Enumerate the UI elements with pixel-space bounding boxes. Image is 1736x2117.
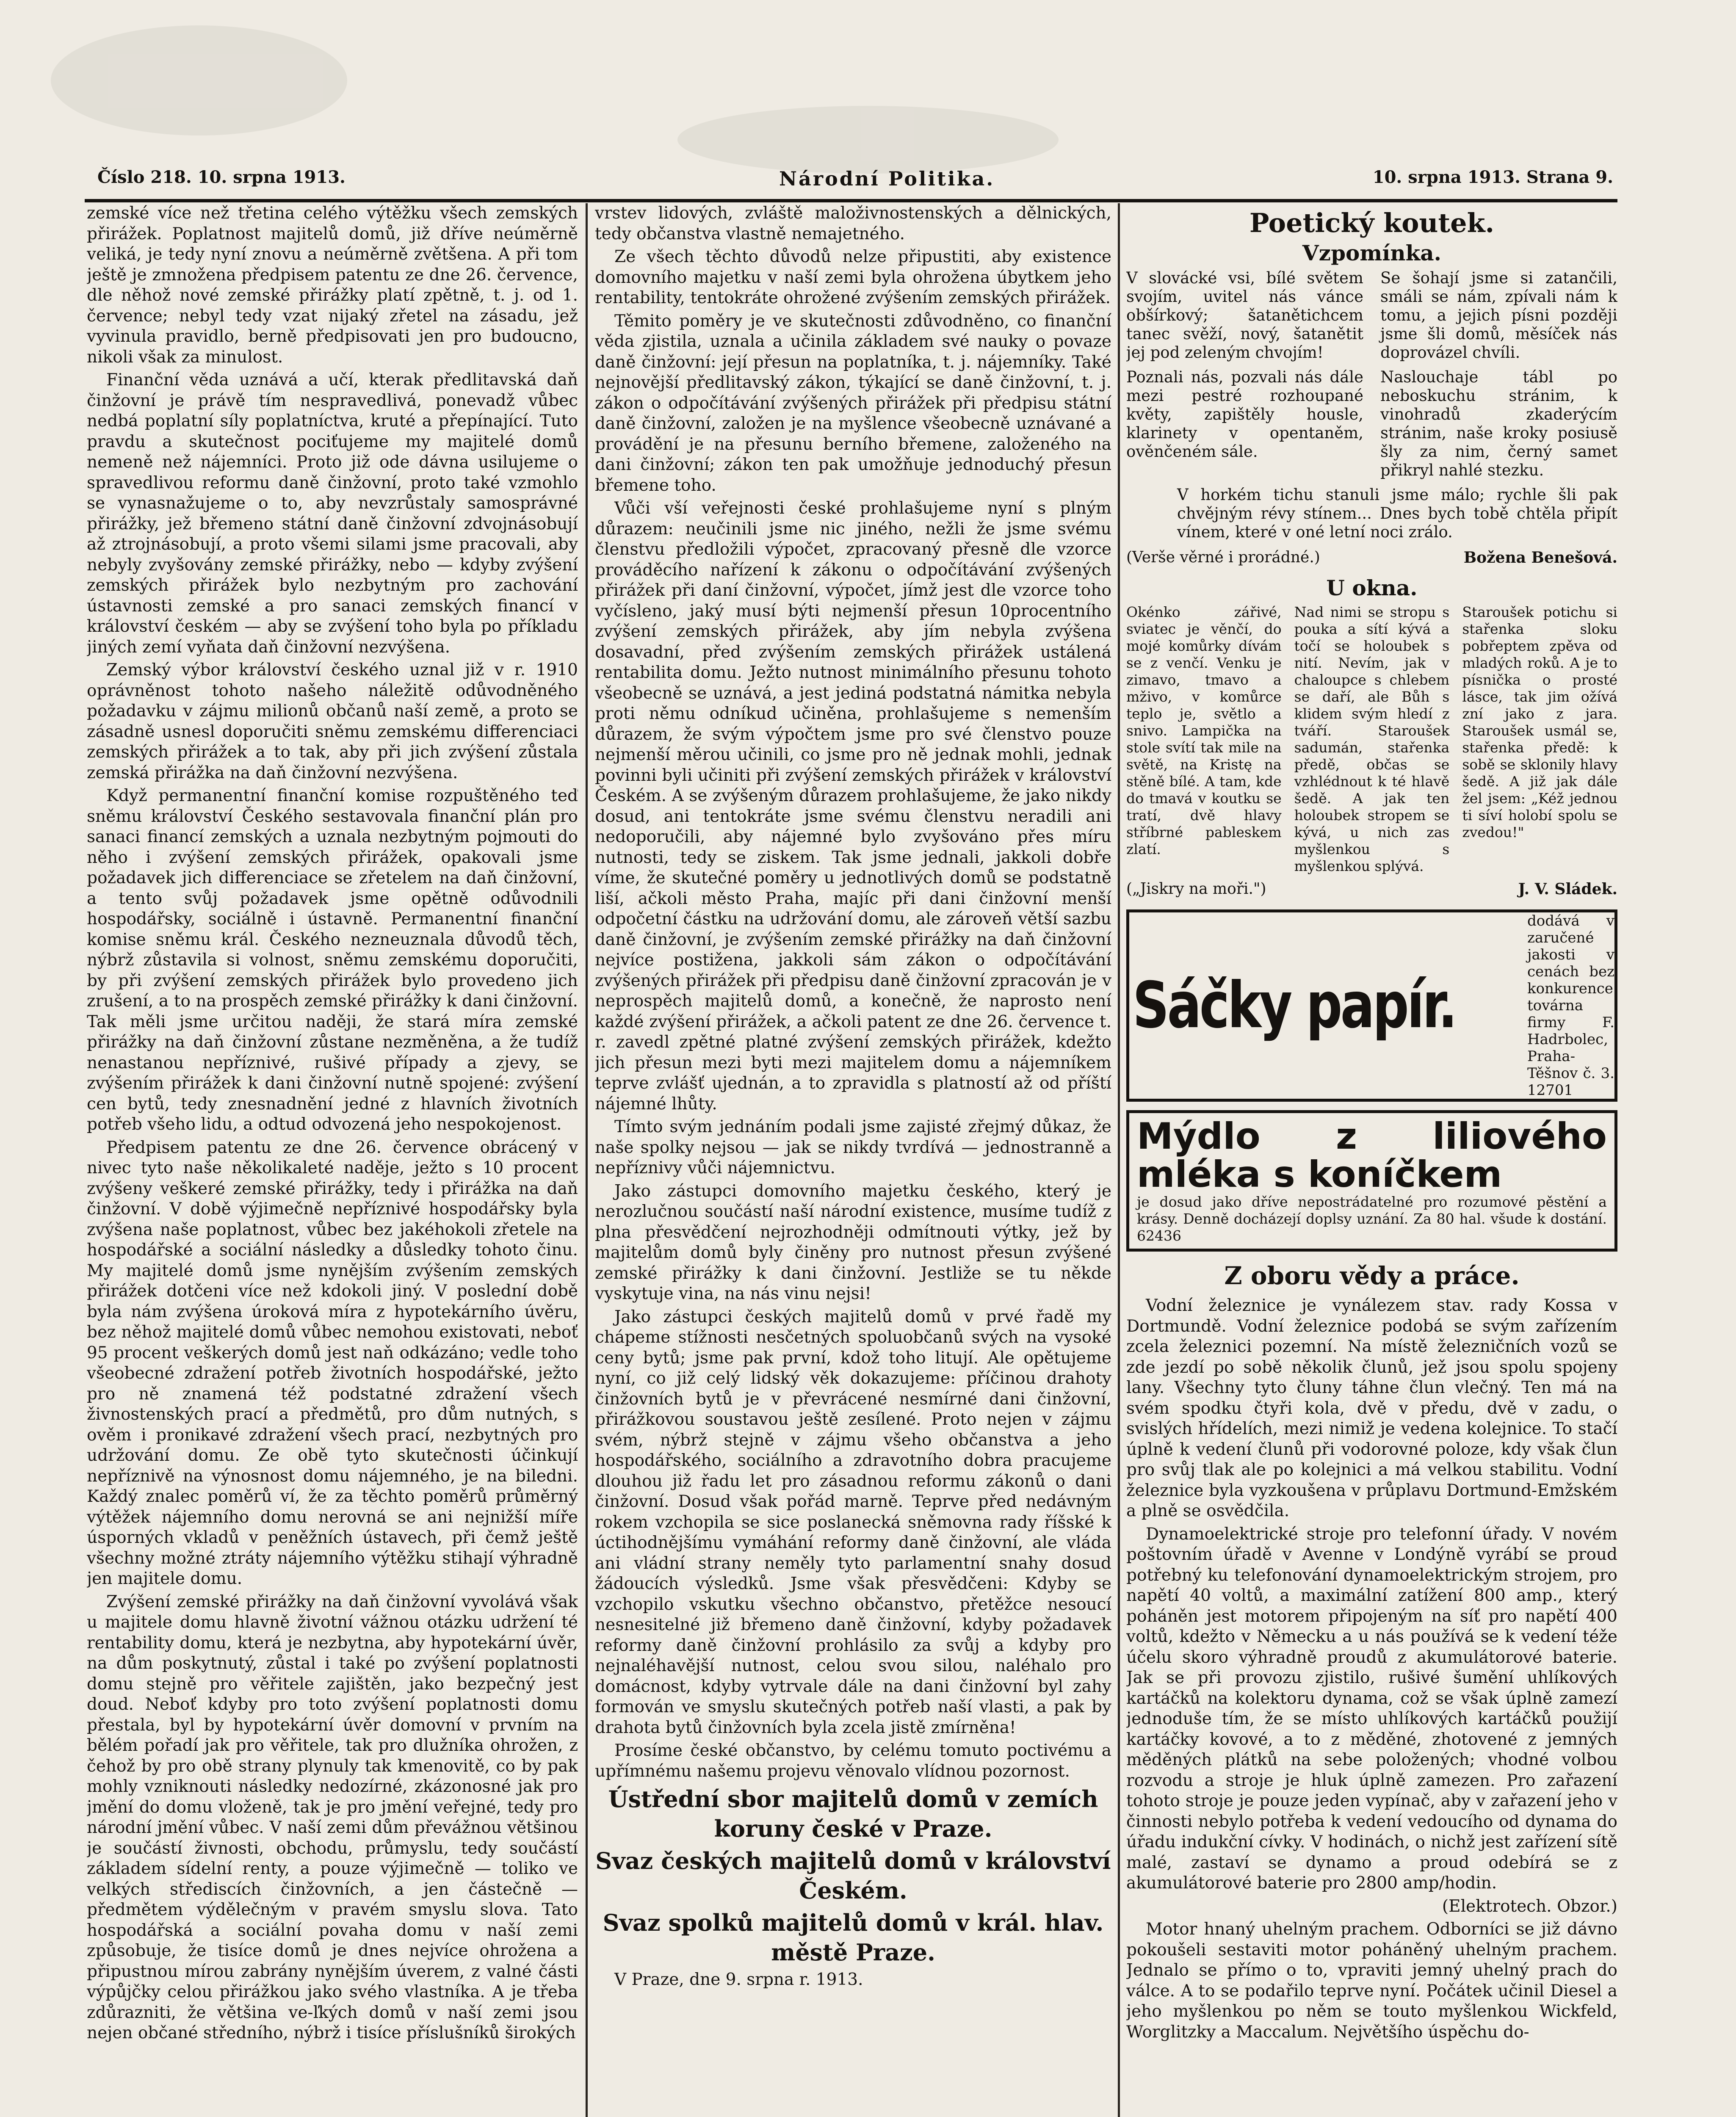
section-title: Z oboru vědy a práce. (1224, 1261, 1520, 1290)
paragraph: Vůči vší veřejnosti české prohlašujeme nyní s plným důrazem: neučinili jsme nic jiného, nežli že jsme svému členstvu předložili výpočet, zpracovaný přesně dle vzorce prováděcího nařízení k zákonu o odpočítávání zvýšených přirážek při daní činžovní, výpočet, jímž jest dle vzorce toho vyčísleno, jaký musí býti nejmenší přesun 10procentního zvýšení zemských přirážek, aby jím nebyla zvýšena dosavadní, před zvýšením zemských přirážek ustálená rentabilita domu. Ježto nutnost minimálního přesunu tohoto všeobecně se uznává, a jest jediná podstatná námitka nebyla proti němu odníkud učiněna, prohlašujeme s nemenším důrazem, že svým výpočtem jsme pro své členstvo pouze nejmenší měrou učinili, co jsme pro ně jednak mohli, jednak povinni byli učiniti při zvýšení zemských přirážek v království Českém. A se zvýšeným důrazem prohlašujeme, že jako nikdy dosud, ani tentokráte jsme svému členstvu neradili ani nedoporučili, aby nájemné bylo zvyšováno přes míru nutnosti, tedy se ziskem. Tak jsme jednali, jakkoli dobře víme, že skutečné poměry u jednotlivých domů se podstatně liší, ačkoli město Praha, majíc při dani činžovní menší odpočetní částku na udržování domu, ale zároveň větší sazbu daně činžovní, je zvýšením zemské přirážky na daň činžovní nejvíce postižena, jakkoli sám zákon o odpočítávání zvýšených přirážek při předpisu daně činžovní zpracován je v neprospěch majitelů domů, a konečně, že naprosto není každé zvýšení přirážek, a ačkoli patent ze dne 26. července t. r. zavedl zpětné platné zvýšení zemských přirážek, kdežto jich přesun mezi byti mezi majitelem domu a nájemníkem teprve zvlášť ujednán, a to zpravidla s platností až od příští nájemné lhůty. (595, 499, 1111, 1114)
column-2 (595, 203, 1111, 2117)
paragraph: zemské více než třetina celého výtěžku všech zemských přirážek. Poplatnost majitelů domů, již dříve neúměrně veliká, je tedy nyní znovu a neúměrně zvětšena. A při tom ještě je zmnožena předpisem patentu ze dne 26. července, dle něhož nové zemské přirážky platí zpětně, t. j. od 1. července; nebyl tedy vzat nijaký zřetel na zásadu, jež vyvinula pravidlo, berně předpisovati jen pro budoucno, nikoli však za minulost. (87, 204, 578, 367)
paragraph: Dynamoelektrické stroje pro telefonní úřady. V novém poštovním úřadě v Avenne v Londýně vyrábí se proud potřebný ku telefonování dynamoelektrickým strojem, pro napětí 40 voltů, a maximální zatížení 800 amp., který poháněn jest motorem připojeným na síť pro napětí 400 voltů, kdežto v Německu a u nás používá se k vedení téže účelu skoro výhradně proudů z akumulátorové baterie. Jak se při provozu zjistilo, rušivé šumění uhlíkových kartáčků na kolektoru dynama, což se však úplně zamezí jednoduše tím, že se místo uhlíkových kartáčků použijí kartáčky kovové, a to z měděné, zhotovené z jemných měděných plátků na sebe položených; vhodné volbou rozvodu a stroje je hluk úplně zamezen. Pro zařazení tohoto stroje je pouze jeden vypínač, aby v zařazení jeho v činnosti nebylo potřeba k vedení vedoucího od dynama do úřadu indukční cívky. V hodinách, o nichž jest zařízení sítě malé, zastaví se dynamo a proud odebírá se z akumulátorové baterie pro 2800 amp/hodin. (1126, 1524, 1617, 1893)
poem-stanza: Nad nimi se stropu s pouka a sítí kývá a točí se holoubek s nití. Nevím, jak v chaloupce s chlebem se daří, ale Bůh s klidem svým hledí z tváří. Staroušek sadumán, stařenka předě, občas se vzhlédnout k té hlavě šedě. A jak ten holoubek stropem se kývá, u nich zas myšlenkou s myšlenkou splývá. (1294, 603, 1450, 874)
poem-author: J. V. Sládek. (1518, 880, 1617, 898)
poem-stanza: Okénko zářivé, sviatec je věnčí, do mojé komůrky dívám se z venčí. Venku je zimavo, tmavo a mživo, v komůrce teplo je, světlo a snivo. Lampička na stole svítí tak mile na světě, na Kristę na stěně bílé. A tam, kde do tmavá v koutku se tratí, dvě hlavy stříbrné pableskem zlatí. (1126, 603, 1282, 857)
advertisement-soap (1126, 1110, 1617, 1252)
ad-text: dodává v zaručené jakosti v cenách bez konkurence továrna firmy F. Hadrbolec, Praha-Těšnov č. 3. 12701 (1527, 912, 1614, 1099)
column-divider (1118, 203, 1120, 2117)
ad-headline: Sáčky papír. (1133, 968, 1456, 1042)
poem-grid (1126, 269, 1617, 486)
poem-title: U okna. (1326, 575, 1418, 600)
column-3 (1126, 203, 1617, 2117)
column-divider (586, 203, 588, 2117)
paragraph: Finanční věda uznává a učí, kterak předlitavská daň činžovní je právě tím nespravedlivá, ponevadž vůbec nedbá poplatní síly poplatníctva, kruté a přepínající. Tuto pravdu a skutečnost pociťujeme my majitelé domů nemeně než nájemníci. Proto již ode dávna usilujeme o spravedlivou reformu daně činžovní, proto také vzmohlo se vynasnažujeme o to, aby nevzrůstaly samosprávné přirážky, jež břemeno státní daně činžovní zdvojnásobují až ztrojnásobují, a proto všemi silami jsme pracovali, aby nebyly zvyšovány zemské přirážky, nebo — kdyby zvýšení zemských přirážek bylo nezbytným pro zachování ústavnosti zemské a pro sanaci zemských financí v království českém — aby se zvýšení toho byla po příkladu jiných zemí vyňata daň činžovní nezvýšena. (87, 370, 578, 657)
poem-title: Vzpomínka. (1302, 240, 1442, 265)
poem-stanza: Se šohají jsme si zatančili, smáli se nám, zpívali nám k tomu, a jejich písni později jsme šli domů, měsíček nás doprovázel chvíli. (1380, 268, 1617, 362)
page-header (85, 167, 1617, 197)
ad-text: je dosud jako dříve nepostrádatelné pro rozumové pěstění a krásy. Denně docházejí doplsy uznání. Za 80 hal. všude k dostání. 62436 (1137, 1194, 1607, 1244)
poem-stanza: Poznali nás, pozvali nás dále mezi pestré rozhoupané květy, zapištěly housle, klarinety v opentaněm, ověnčeném sále. (1126, 368, 1363, 461)
section-title: Poetický koutek. (1249, 207, 1495, 238)
poem-stanza: V slovácké vsi, bílé světem svojím, uvitel nás vánce obšírkový; šatanětichcem tanec svěží, nový, šatanětit jej pod zeleným chvojím! (1126, 268, 1363, 362)
paragraph: Když permanentní finanční komise rozpuštěného teď sněmu království Českého sestavovala finanční plán pro sanaci financí zemských a uznala nezbytným pojmouti do něho i zvýšení zemských přirážek, opakovali jsme požadavek jich differenciace se zřetelem na daň činžovní, a tento svůj požadavek jsme opětně odůvodnili hospodářsky, sociálně i ústavně. Permanentní finanční komise sněmu král. Českého nezneuznala důvodů těch, nýbrž zůstavila si volnost, sněmu zemskému doporučiti, by při zvýšení zemských přirážek bylo provedeno jich zrušení, a to na prospěch zemské přirážky k dani činžovní. Tak měli jsme určitou naději, že stará míra zemské přirážky na daň činžovní zůstane nezměněna, a že tudíž nenastanou nepříznivé, rušivé případy a zjevy, se zvýšením přirážek k dani činžovní nutně spojené: zvýšení cen bytů, tedy znesnadnění jedné z hlavních životních potřeb všeho lidu, a odtud odvozená jeho nespokojenost. (87, 786, 578, 1134)
paragraph: Jako zástupci domovního majetku českého, který je nerozlučnou součástí naší národní existence, musíme tudíž z plna přesvědčení nejrozhodněji odmítnouti výtky, jež by majitelům domů byly činěny pro nutnost přesun zvýšené zemské přirážky k dani činžovní. Jestliže se tu někde vyskytuje vina, na nás vinu nejsi! (595, 1181, 1111, 1303)
header-masthead: Národní Politika. (779, 167, 995, 190)
paragraph: Vodní železnice je vynálezem stav. rady Kossa v Dortmundě. Vodní železnice podobá se svým zařízením zcela železnici pozemní. Na místě železničních vozů se zde jezdí po sobě několik člunů, jež jsou spolu spojeny lany. Všechny tyto čluny táhne člun vlečný. Ten má na svém spodku čtyři kola, dvě v předu, dvě v zadu, o svislých hřídelích, mezi nimiž je vedena kolejnice. To stačí úplně k vedení člunů při vodorovné poloze, kdy však člun pro svůj tlak ale po kolejnici a má velkou stabilitu. Vodní železnice byla vyzkoušena v průplavu Dortmund-Emžském a plně se osvědčila. (1126, 1296, 1617, 1520)
advertisement-bags (1126, 909, 1617, 1102)
poem-signature (1126, 547, 1617, 568)
poem-stanza: Naslouchaje tábl po neboskuchu stránim, k vinohradů zkaderýcím stránim, naše kroky posiusě šly za nim, černý samet přikryl nahlé stezku. (1380, 368, 1617, 479)
poem-stanza: V horkém tichu stanuli jsme málo; rychle šli pak chvějným révy stínem... Dnes bych tobě chtěla připít vínem, které v oné letní noci zrálo. (1177, 485, 1617, 541)
signature-org: Svaz českých majitelů domů v království Českém. (595, 1847, 1111, 1904)
paragraph: Zemský výbor království českého uznal již v r. 1910 oprávněnost tohoto našeho náležitě odůvodněného požadavku v zájmu milionů občanů naší země, a proto se zásadně usnesl doporučiti sněmu zemskému differenciaci zemských přirážek a to tak, aby při jich zvýšení zůstala zemská přirážka na daň činžovní nezvýšena. (87, 661, 578, 782)
paragraph: Jako zástupci českých majitelů domů v prvé řadě my chápeme stížnosti nesčetných spoluobčanů svých na vysoké ceny bytů; jsme pak první, kdož toho litují. Ale opětujeme nyní, co již celý lidský věk dokazujeme: příčinou drahoty činžovních bytů je v převrácené nesmírné dani činžovní, přirážkovou soustavou ještě zesílené. Proto nejen v zájmu svém, nýbrž stejně v zájmu všeho občanstva a jeho hospodářského, sociálního a zdravotního dobra pracujeme dlouhou již řadu let pro zásadnou reformu zákonů o dani činžovní. Dosud však pořád marně. Teprve před nedávným rokem vzchopila se sice poslanecká sněmovna rady říšské k úctihodnějšímu vymáhání reformy daně činžovní, ale vláda ani vládní strany neměly tyto parlamentní snahy dosud žádoucích výsledků. Jsme však přesvědčeni: Kdyby se vzchopilo vskutku všechno občanstvo, přetěžce nesoucí nesnesitelné již břemeno daně činžovní, kdyby požadavek reformy daně činžovní prohlásilo za svůj a kdyby pro nejnaléhavější nutnost, celou svou silou, naléhalo pro domácnost, kdyby vytrvale dále na dani činžovní byl zahy formován ve smyslu skutečných potřeb naší vlasti, a pak by drahota bytů činžovních byla zcela jistě zmírněna! (595, 1307, 1111, 1737)
poem-source: (Verše věrné i prorádné.) (1126, 548, 1320, 566)
source-note: (Elektrotech. Obzor.) (1442, 1896, 1617, 1916)
paragraph: Prosíme české občanstvo, by celému tomuto poctivému a upřímnému našemu projevu věnovalo vlídnou pozornost. (595, 1741, 1111, 1781)
dateline: V Praze, dne 9. srpna r. 1913. (614, 1970, 863, 1989)
paragraph: Těmito poměry je ve skutečnosti zdůvodněno, co finanční věda zjistila, uznala a učinila základem své nauky o povaze daně činžovní: její přesun na poplatníka, t. j. nájemníky. Také nejnovější předlitavský zákon, týkající se daně činžovní, t. j. zákon o odpočítávání zvýšených přirážek při předpisu státní daně činžovní, založen je na myšlence všeobecně uznávané a provádění je na přesunu berního břemene, založeného na dani činžovní; zákon ten pak umožňuje jednoduchý přesun břemene toho. (595, 311, 1111, 495)
paper-stain (51, 25, 347, 135)
poem-signature (1126, 879, 1617, 900)
poem-stanza: Staroušek potichu si stařenka sloku pobřeptem zpěva od mladých roků. A je to písnička o prosté lásce, tak jim ožívá zní jako z jara. Staroušek usmál se, stařenka předě: k sobě se sklonily hlavy šedě. A již jak dále žel jsem: „Kéž jednou ti síví holobí spolu se zvedou!" (1462, 603, 1617, 840)
poem-author: Božena Benešová. (1463, 548, 1617, 567)
header-rule (85, 199, 1617, 202)
paragraph: Ze všech těchto důvodů nelze připustiti, aby existence domovního majetku v naší zemi byla ohrožena úbytkem jeho rentability, tentokráte ohrožené zvýšením zemských přirážek. (595, 247, 1111, 307)
paragraph: vrstev lidových, zvláště maloživnostenských a dělnických, tedy občanstva vlastně nemajetného. (595, 204, 1111, 243)
poem-source: („Jiskry na moři.") (1126, 880, 1266, 898)
poem-grid (1126, 604, 1617, 875)
paragraph: Tímto svým jednáním podali jsme zajisté zřejmý důkaz, že naše spolky nejsou — jak se nikdy tvrdívá — jednostranně a nepříznivy vůči nájemnictvu. (595, 1117, 1111, 1177)
paragraph: Zvýšení zemské přirážky na daň činžovní vyvolává však u majitele domu hlavně životní vážnou otázku udržení té rentability domu, která je nezbytna, aby hypotekární úvěr, na dům poskytnutý, zůstal i také po zvýšení poplatnosti domu stejně pro věřitele zajištěn, jako bezpečný jest doud. Neboť kdyby pro toto zvýšení poplatnosti domu přestala, byl by hypotekární úvěr domovní v prvním na bělém pořadí jak pro věřitele, tak pro dlužníka ohrožen, z čehož by pro obě strany plynuly tak kmenovitě, co by pak mohly vzniknouti následky nedozírné, zkázonosné jak pro jmění do domu vloženě, tak je pro jmění veřejné, tedy pro národní jmění vůbec. V naší zemi dům převážnou většinou je součástí živnosti, obchodu, průmyslu, tedy součástí základem sídelní renty, a pouze výjimečně — toliko ve velkých střediscích činžovních, a jen částečně — předmětem výdělečným v pravém smyslu slova. Tato hospodářská a sociální povaha domu v naší zemi způsobuje, že tisíce domů je dnes nejvíce ohrožena a připustnou mírou zabrány nynějším úverem, z valné části výpůjčky celou přirážkou jako svého vlastníka. A je třeba zdůrazniti, že většina ve-ľkých domů v naší zemi jsou nejen občané středního, nýbrž i tisíce příslušníků širokých (87, 1592, 578, 2042)
paper-stain (677, 106, 1059, 174)
signature-org: Ústřední sbor majitelů domů v zemích koruny české v Praze. (608, 1785, 1098, 1842)
signature-org: Svaz spolků majitelů domů v král. hlav. městě Praze. (603, 1909, 1104, 1966)
paragraph: Motor hnaný uhelným prachem. Odborníci se již dávno pokoušeli sestaviti motor poháněný uhelným prachem. Jednalo se přímo o to, vpraviti jemný uhelný prach do válce. A to se podařilo teprve nyní. Počátek učinil Diesel a jeho myšlenkou po něm se touto myšlenkou Wickfeld, Worglitzky a Maccalum. Největšího úspěchu do- (1126, 1920, 1617, 2042)
column-1 (87, 203, 578, 2117)
ad-headline: Mýdlo z liliového mléka s koníčkem (1137, 1115, 1607, 1196)
header-issue: Číslo 218. 10. srpna 1913. (97, 167, 346, 187)
header-date-page: 10. srpna 1913. Strana 9. (1372, 167, 1613, 187)
paragraph: Předpisem patentu ze dne 26. července obrácený v nivec tyto naše několikaleté naděje, ježto s 10 procent zvýšeny veškeré zemské přirážky, tedy i přirážka na daň činžovní. V době výjimečně nepříznivé hospodářsky byla zvýšena naše poplatnost, vůbec bez jakéhokoli zřetele na hospodářské a sociální následky a důsledky tohoto činu. My majitelé domů jsme nynějším zvýšením zemských přirážek dotčeni více než kdokoli jiný. V poslední době byla nám zvýšena úroková míra z hypotekárního úvěru, bez něhož majitelé domů vůbec nemohou existovati, neboť 95 procent veškerých domů jest naň odkázáno; vedle toho všeobecné zdražení potřeb životních hospodářské, ježto pro ně znamená též podstatné zdražení všech živnostenských prací a předmětů, pro dům nutných, s ověm i pronikavé zdražení všech prací, nezbytných pro udržování domu. Ze obě tyto skutečnosti účinkují nepříznivě na výnosnost domu nájemného, je na biledni. Každý znalec poměrů ví, že za těchto poměrů průměrný výtěžek nájemního domu nerovná se ani nejnižší míře úsporných vkladů v peněžních ústavech, při čemž ještě všechny možné ztráty nájemního výtěžku stihají výhradně jen majitele domu. (87, 1138, 578, 1588)
